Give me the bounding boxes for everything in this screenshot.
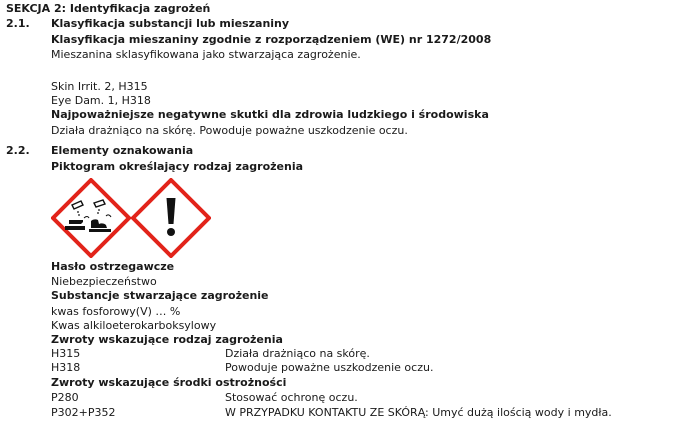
section-title: SEKCJA 2: Identyfikacja zagrożeń [6,2,211,15]
section-number-2-2: 2.2. [6,144,30,157]
subheading-regulation: Klasyfikacja mieszaniny zgodnie z rozporządzeniem (WE) nr 1272/2008 [51,33,492,46]
corrosion-pictogram-icon [51,178,131,258]
hazard-text: Powoduje poważne uszkodzenie oczu. [225,361,434,374]
hazard-text: Działa drażniąco na skórę. [225,347,370,360]
heading-hazard-statements: Zwroty wskazujące rodzaj zagrożenia [51,333,283,346]
precaution-text: W PRZYPADKU KONTAKTU ZE SKÓRĄ: Umyć dużą ilością wody i mydła. [225,406,612,419]
exclamation-pictogram-icon [131,178,211,258]
heading-substances: Substancje stwarzające zagrożenie [51,289,269,302]
substance-item: kwas fosforowy(V) … % [51,305,181,318]
classification-line: Eye Dam. 1, H318 [51,94,151,107]
classification-line: Skin Irrit. 2, H315 [51,80,148,93]
heading-classification: Klasyfikacja substancji lub mieszaniny [51,17,290,30]
heading-label-elements: Elementy oznakowania [51,144,194,157]
signal-word: Niebezpieczeństwo [51,275,157,288]
substance-item: Kwas alkiloeterokarboksylowy [51,319,217,332]
precaution-text: Stosować ochronę oczu. [225,391,358,404]
heading-effects: Najpoważniejsze negatywne skutki dla zdrowia ludzkiego i środowiska [51,108,489,121]
heading-precautionary-statements: Zwroty wskazujące środki ostrożności [51,376,287,389]
hazard-code: H315 [51,347,81,360]
precaution-code: P302+P352 [51,406,116,419]
classification-statement: Mieszanina sklasyfikowana jako stwarzająca zagrożenie. [51,48,361,61]
heading-signal-word: Hasło ostrzegawcze [51,260,175,273]
hazard-code: H318 [51,361,81,374]
section-number-2-1: 2.1. [6,17,30,30]
heading-pictograms: Piktogram określający rodzaj zagrożenia [51,160,304,173]
precaution-code: P280 [51,391,79,404]
effects-text: Działa drażniąco na skórę. Powoduje poważne uszkodzenie oczu. [51,124,408,137]
